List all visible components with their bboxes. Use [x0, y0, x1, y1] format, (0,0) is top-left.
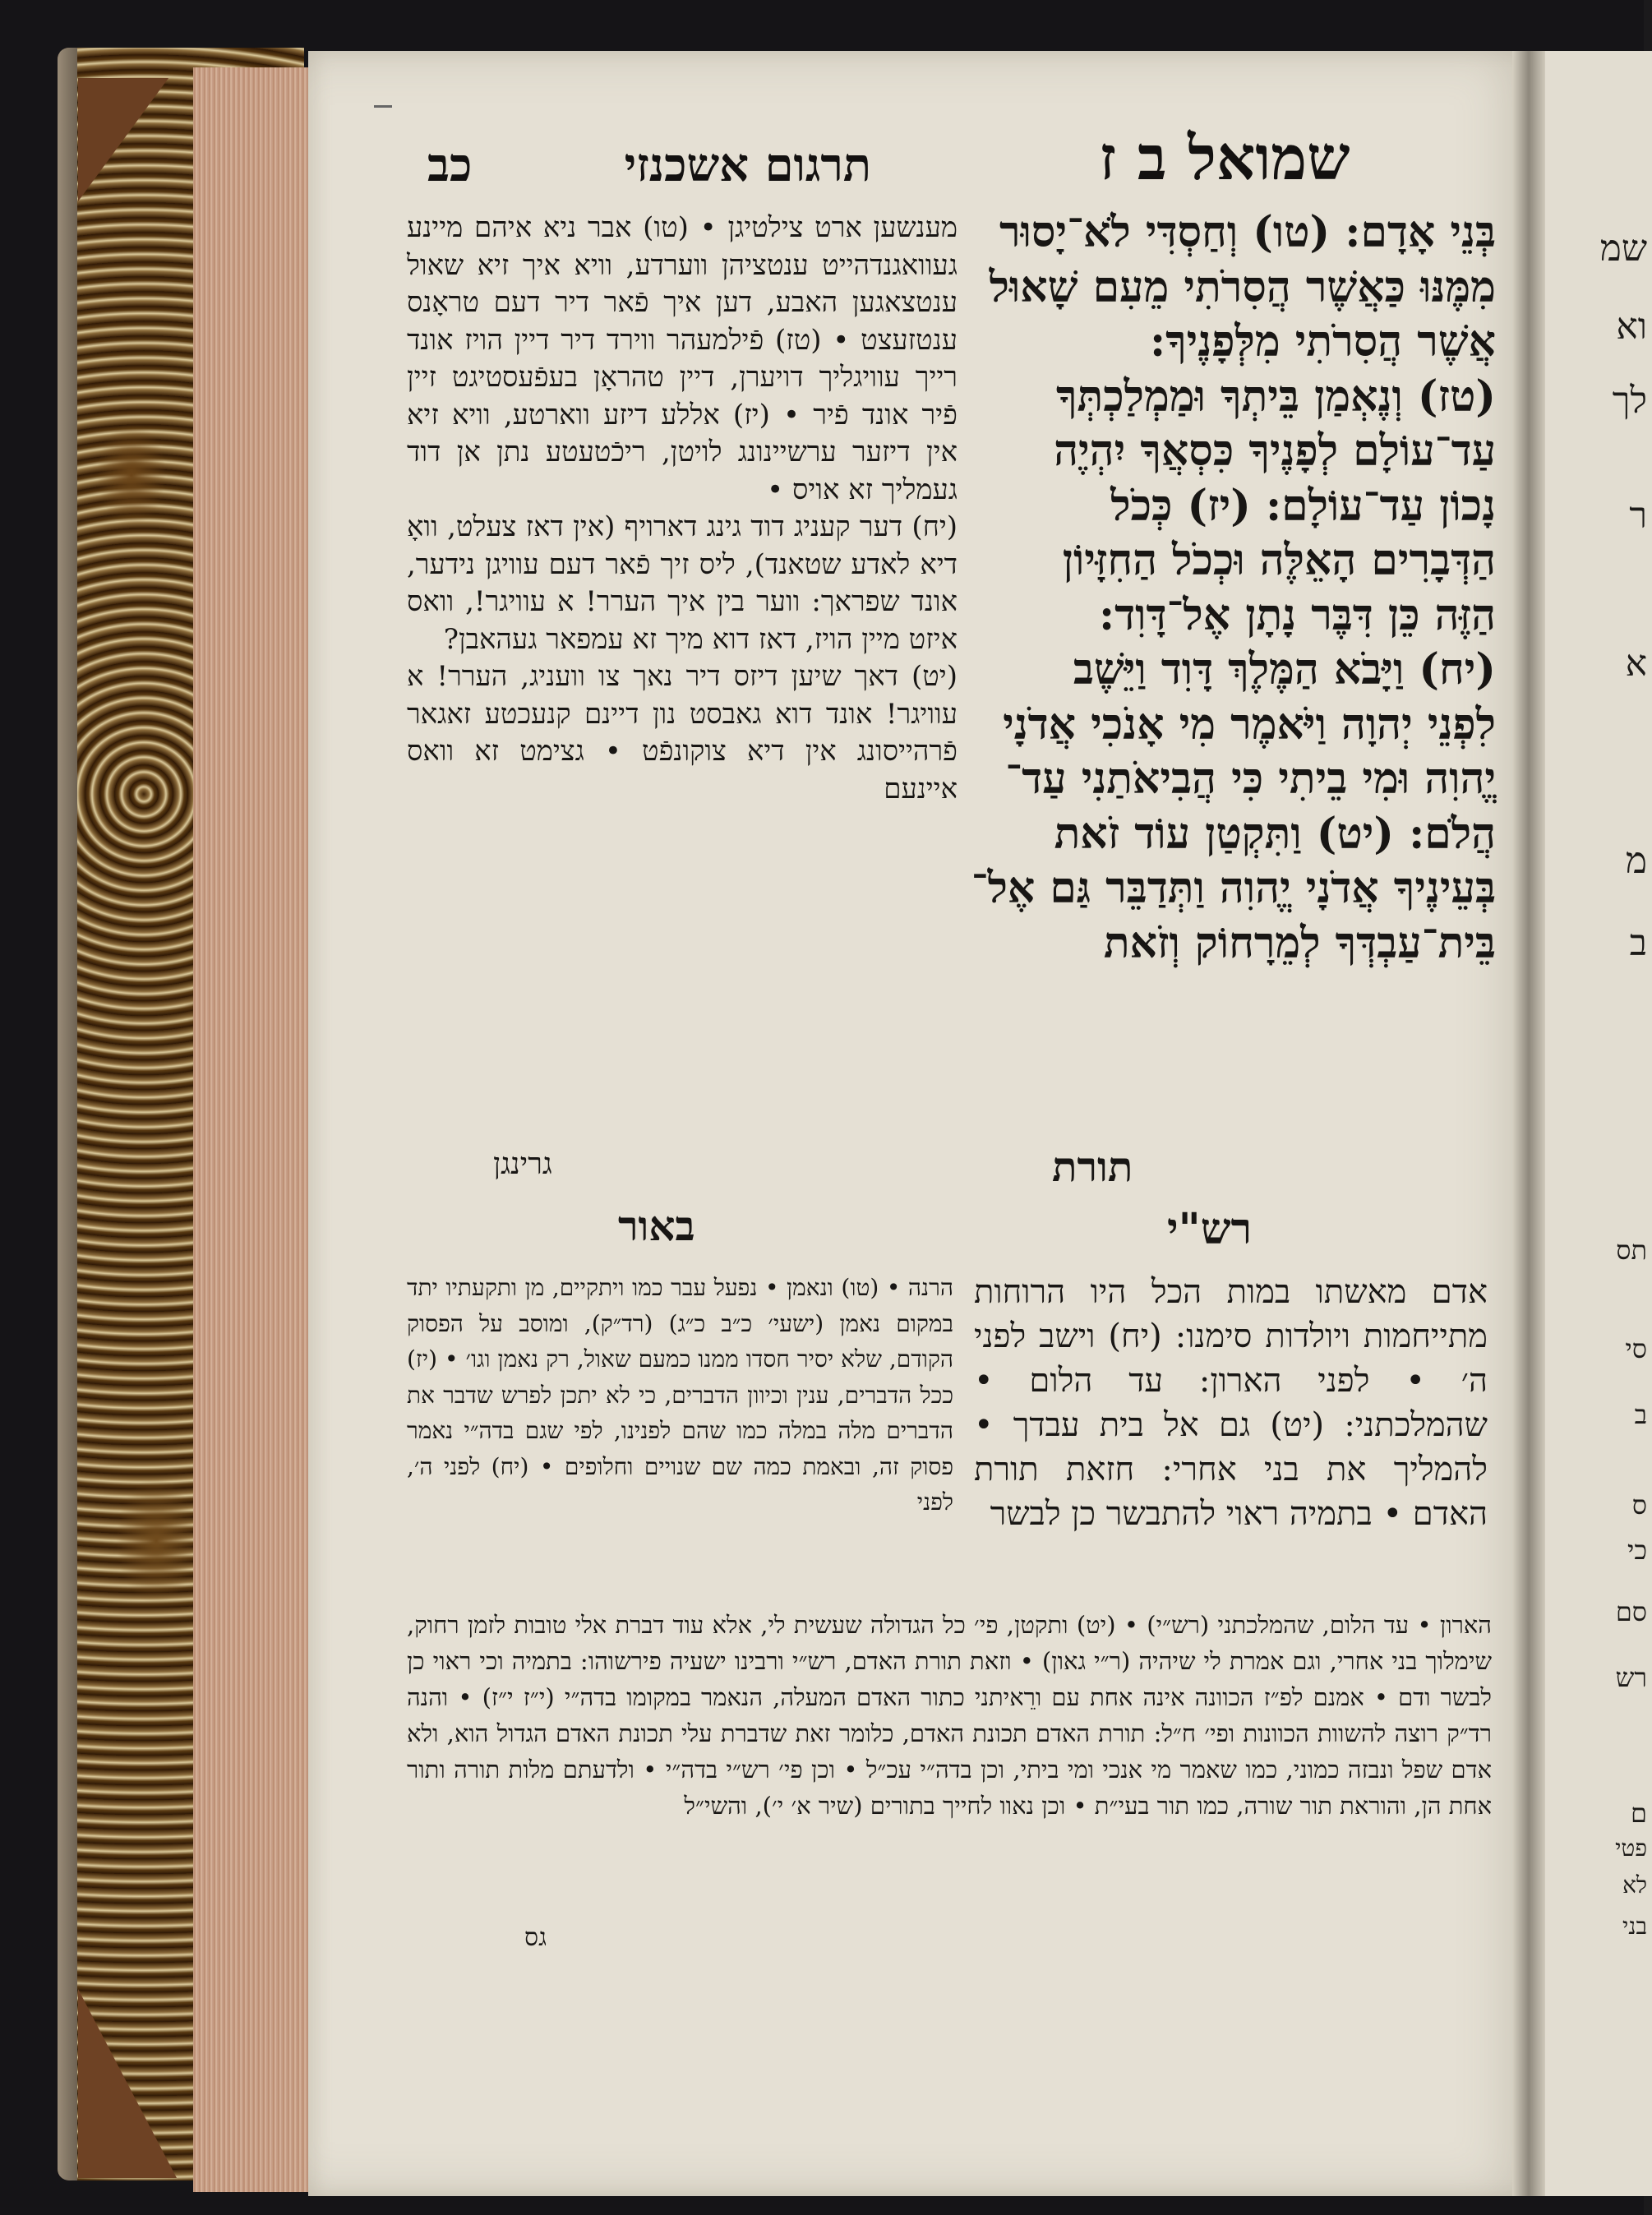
- next-page-text-fragment: סם: [1615, 1596, 1647, 1627]
- next-page-text-fragment: וא: [1616, 306, 1647, 348]
- bible-line: נָכוֹן עַד־עוֹלָם: (יז) כְּכֹל: [1110, 480, 1496, 531]
- bible-line: עַד־עוֹלָם לְפָנֶיךָ כִּסְאֲךָ יִהְיֶה: [1054, 426, 1496, 476]
- next-page-text-fragment: לך: [1612, 380, 1647, 422]
- targum-paragraph: (יח) דער קעניג דוד גינג דארויף (אין דאז צעלט, וואָ דיא לאדע שטאנד), ליס זיך פֿאר דעם עוויגן נידער, אונד שפראך: ווער בין איך הערר! א עוויגר!, וואס איזט מיין הויז, דאז דוא מיך זא עמפאר געהאבן?: [407, 510, 958, 656]
- bible-line: בֵּית־עַבְדְּךָ לְמֵרָחוֹק וְזֹאת: [1103, 917, 1496, 968]
- book-gutter: [1512, 51, 1545, 2196]
- right-page-fragment: [1545, 51, 1652, 2196]
- bible-line: לִפְנֵי יְהוָה וַיֹּאמֶר מִי אָנֹכִי אֲדֹנָי: [1003, 699, 1496, 750]
- next-page-text-fragment: ם: [1631, 1797, 1647, 1829]
- next-page-text-fragment: שמ: [1599, 228, 1647, 270]
- bible-line: אֲשֶׁר הֲסִרֹתִי מִלְּפָנֶיךָ:: [1149, 316, 1496, 367]
- targum-paragraph: מענשען ארט צילטיגן • (טו) אבר ניא איהם מיינע געוואגנדהייט ענטציהן ווערדע, וויא איך זיא שאול ענטצאגען האבע, דען איך פֿאר דיר דעם טראָנס ענטזעצט • (טז) פֿילמעהר ווירד דיר דיין הויז אונד רייך עוויגליך דויערן, דיין טהראָן בעפֿעסטיגט זיין פֿיר אונד פֿיר • (יז) אללע דיזע ווארטע, וויא זיא אין דיזער ערשיינונג לויטן, ריכֿטעטע נתן אן דוד געמליך זא אויס •: [407, 211, 958, 506]
- bible-line: בְּנֵי אָדָם: (טו) וְחַסְדִּי לֹא־יָסוּר: [999, 207, 1496, 257]
- bible-line: יֱהוִה וּמִי בֵיתִי כִּי הֲבִיאֹתַנִי עַד־: [1005, 754, 1496, 804]
- next-page-text-fragment: תס: [1616, 1234, 1647, 1266]
- bible-text-column: [970, 205, 1496, 971]
- next-page-text-fragment: בני: [1622, 1913, 1647, 1940]
- footnote-commentary: הארון • עד הלום, שהמלכתני (רש״י) • (יט) ותקטן, פי׳ כל הגדולה שעשית לי, אלא עוד דברת אלי טובות לזמן רחוק, שימלוך בני אחרי, וגם אמרת לי שיהיה (ר״י גאון) • וזאת תורת האדם, רש״י ורבינו ישעיה פירשוהו: בתמיה וכי ראוי כן לבשר ודם • אמנם לפ״ז הכוונה אינה אחת עם ורֵאיתני כתור האדם המעלה, הנאמר במקומו בדה״י (י״ז י״ז) • והנה רד״ק רוצה להשוות הכוונות ופי׳ ח״ל: תורת האדם תכונת האדם, כלומר זאת שדברת עלי תכונת האדם הגדול הוא, ולא אדם שפל ונבזה כמוני, כמו שאמר מי אנכי ומי ביתי, וכן בדה״י עכ״ל • וכן פי׳ רש״י בדה״י • ולדעתם מלות תורה ותור אחת הן, והוראת תור שורה, כמו תור בעי״ת • וכן נאוו לחייך בתורים (שיר א׳ י׳), והשי״ל: [407, 1611, 1492, 1820]
- next-page-text-fragment: פטי: [1615, 1834, 1647, 1862]
- bible-line: הַזֶּה כֵּן דִּבֶּר נָתָן אֶל־דָּוִד:: [1098, 589, 1496, 640]
- next-page-text-fragment: רש: [1615, 1662, 1647, 1693]
- next-page-text-fragment: כי: [1627, 1534, 1647, 1566]
- rashi-heading: רש"י: [1167, 1204, 1253, 1254]
- page-number: כב: [427, 138, 473, 192]
- bible-line: (יח) וַיָּבֹא הַמֶּלֶךְ דָּוִד וַיֵּשֶׁב: [1073, 644, 1496, 694]
- bible-line: הַדְּבָרִים הָאֵלֶּה וּכְכֹל הַחִזָּיוֹן: [1062, 535, 1496, 585]
- biur-commentary: הרנה • (טו) ונאמן • נפעל עבר כמו ויתקיים, מן ותקעתיו יתד במקום נאמן (ישעי׳ כ״ב כ״ג) (רד״ק), ומוסב על הפסוק הקודם, שלא יסיר חסדו ממנו כמעם שאול, רק נאמן וגו׳ • (יז) ככל הדברים, ענין וכיוון הדברים, כי לא יתכן לפרש שדבר את הדברים מלה במלה כמו שהם לפנינו, לפי שגם בדה״י נאמר פסוק זה, ובאמת כמה שם שנויים וחלופים • (יח) לפני ה׳, לפני: [407, 1274, 953, 1516]
- running-head-targum: [427, 138, 871, 192]
- page-mark: [374, 105, 392, 108]
- footnote-catchword: גס: [524, 1923, 547, 1952]
- biur-heading: באור: [618, 1202, 695, 1250]
- targum-title: תרגום אשכנזי: [624, 138, 871, 192]
- targum-translation-column: [407, 210, 958, 808]
- next-page-text-fragment: סי: [1625, 1333, 1647, 1364]
- next-page-text-fragment: ר: [1629, 495, 1647, 537]
- bible-catchword: תורת: [1052, 1142, 1133, 1191]
- bible-line: (טז) וְנֶאְמַן בֵּיתְךָ וּמַמְלַכְתְּךָ: [1055, 371, 1496, 422]
- page-edges: [193, 67, 316, 2192]
- running-head-book: שמואל ב ז: [1099, 123, 1350, 194]
- next-page-text-fragment: א: [1625, 643, 1647, 685]
- next-page-text-fragment: ב: [1629, 922, 1647, 964]
- targum-catchword: גרינגן: [493, 1147, 552, 1181]
- cover-edge: [58, 48, 77, 2180]
- next-page-text-fragment: ס: [1631, 1489, 1647, 1521]
- bible-line: בְּעֵינֶיךָ אֲדֹנָי יֱהוִה וַתְּדַבֵּר גַּם אֶל־: [971, 863, 1496, 913]
- next-page-text-fragment: ב: [1634, 1399, 1647, 1430]
- next-page-text-fragment: מ: [1625, 840, 1647, 882]
- rashi-commentary: אדם מאשתו במות הכל היו הרוחות מתייחמות ויולדות סימנו: (יח) וישב לפני ה׳ • לפני הארון: עד הלום • שהמלכתני: (יט) גם אל בית עבדך • להמליך את בני אחרי: חזאת תורת האדם • בתמיה ראוי להתבשר כן לבשר: [974, 1273, 1488, 1533]
- bible-line: הֲלֹם: (יט) וַתִּקְטַן עוֹד זֹאת: [1054, 808, 1496, 859]
- targum-paragraph: (יט) דאך שיען דיזס דיר נאך צו וועניג, הערר! א עוויגר! אונד דוא גאבסט נון דיינם קנעכטע זאגאר פֿרהייסונג אין דיא צוקונפֿט • גצימט זא וואס איינעם: [407, 660, 958, 805]
- bible-line: מִמֶּנּוּ כַּאֲשֶׁר הֲסִרֹתִי מֵעִם שָׁאוּל: [989, 261, 1496, 312]
- next-page-text-fragment: לא: [1622, 1871, 1647, 1899]
